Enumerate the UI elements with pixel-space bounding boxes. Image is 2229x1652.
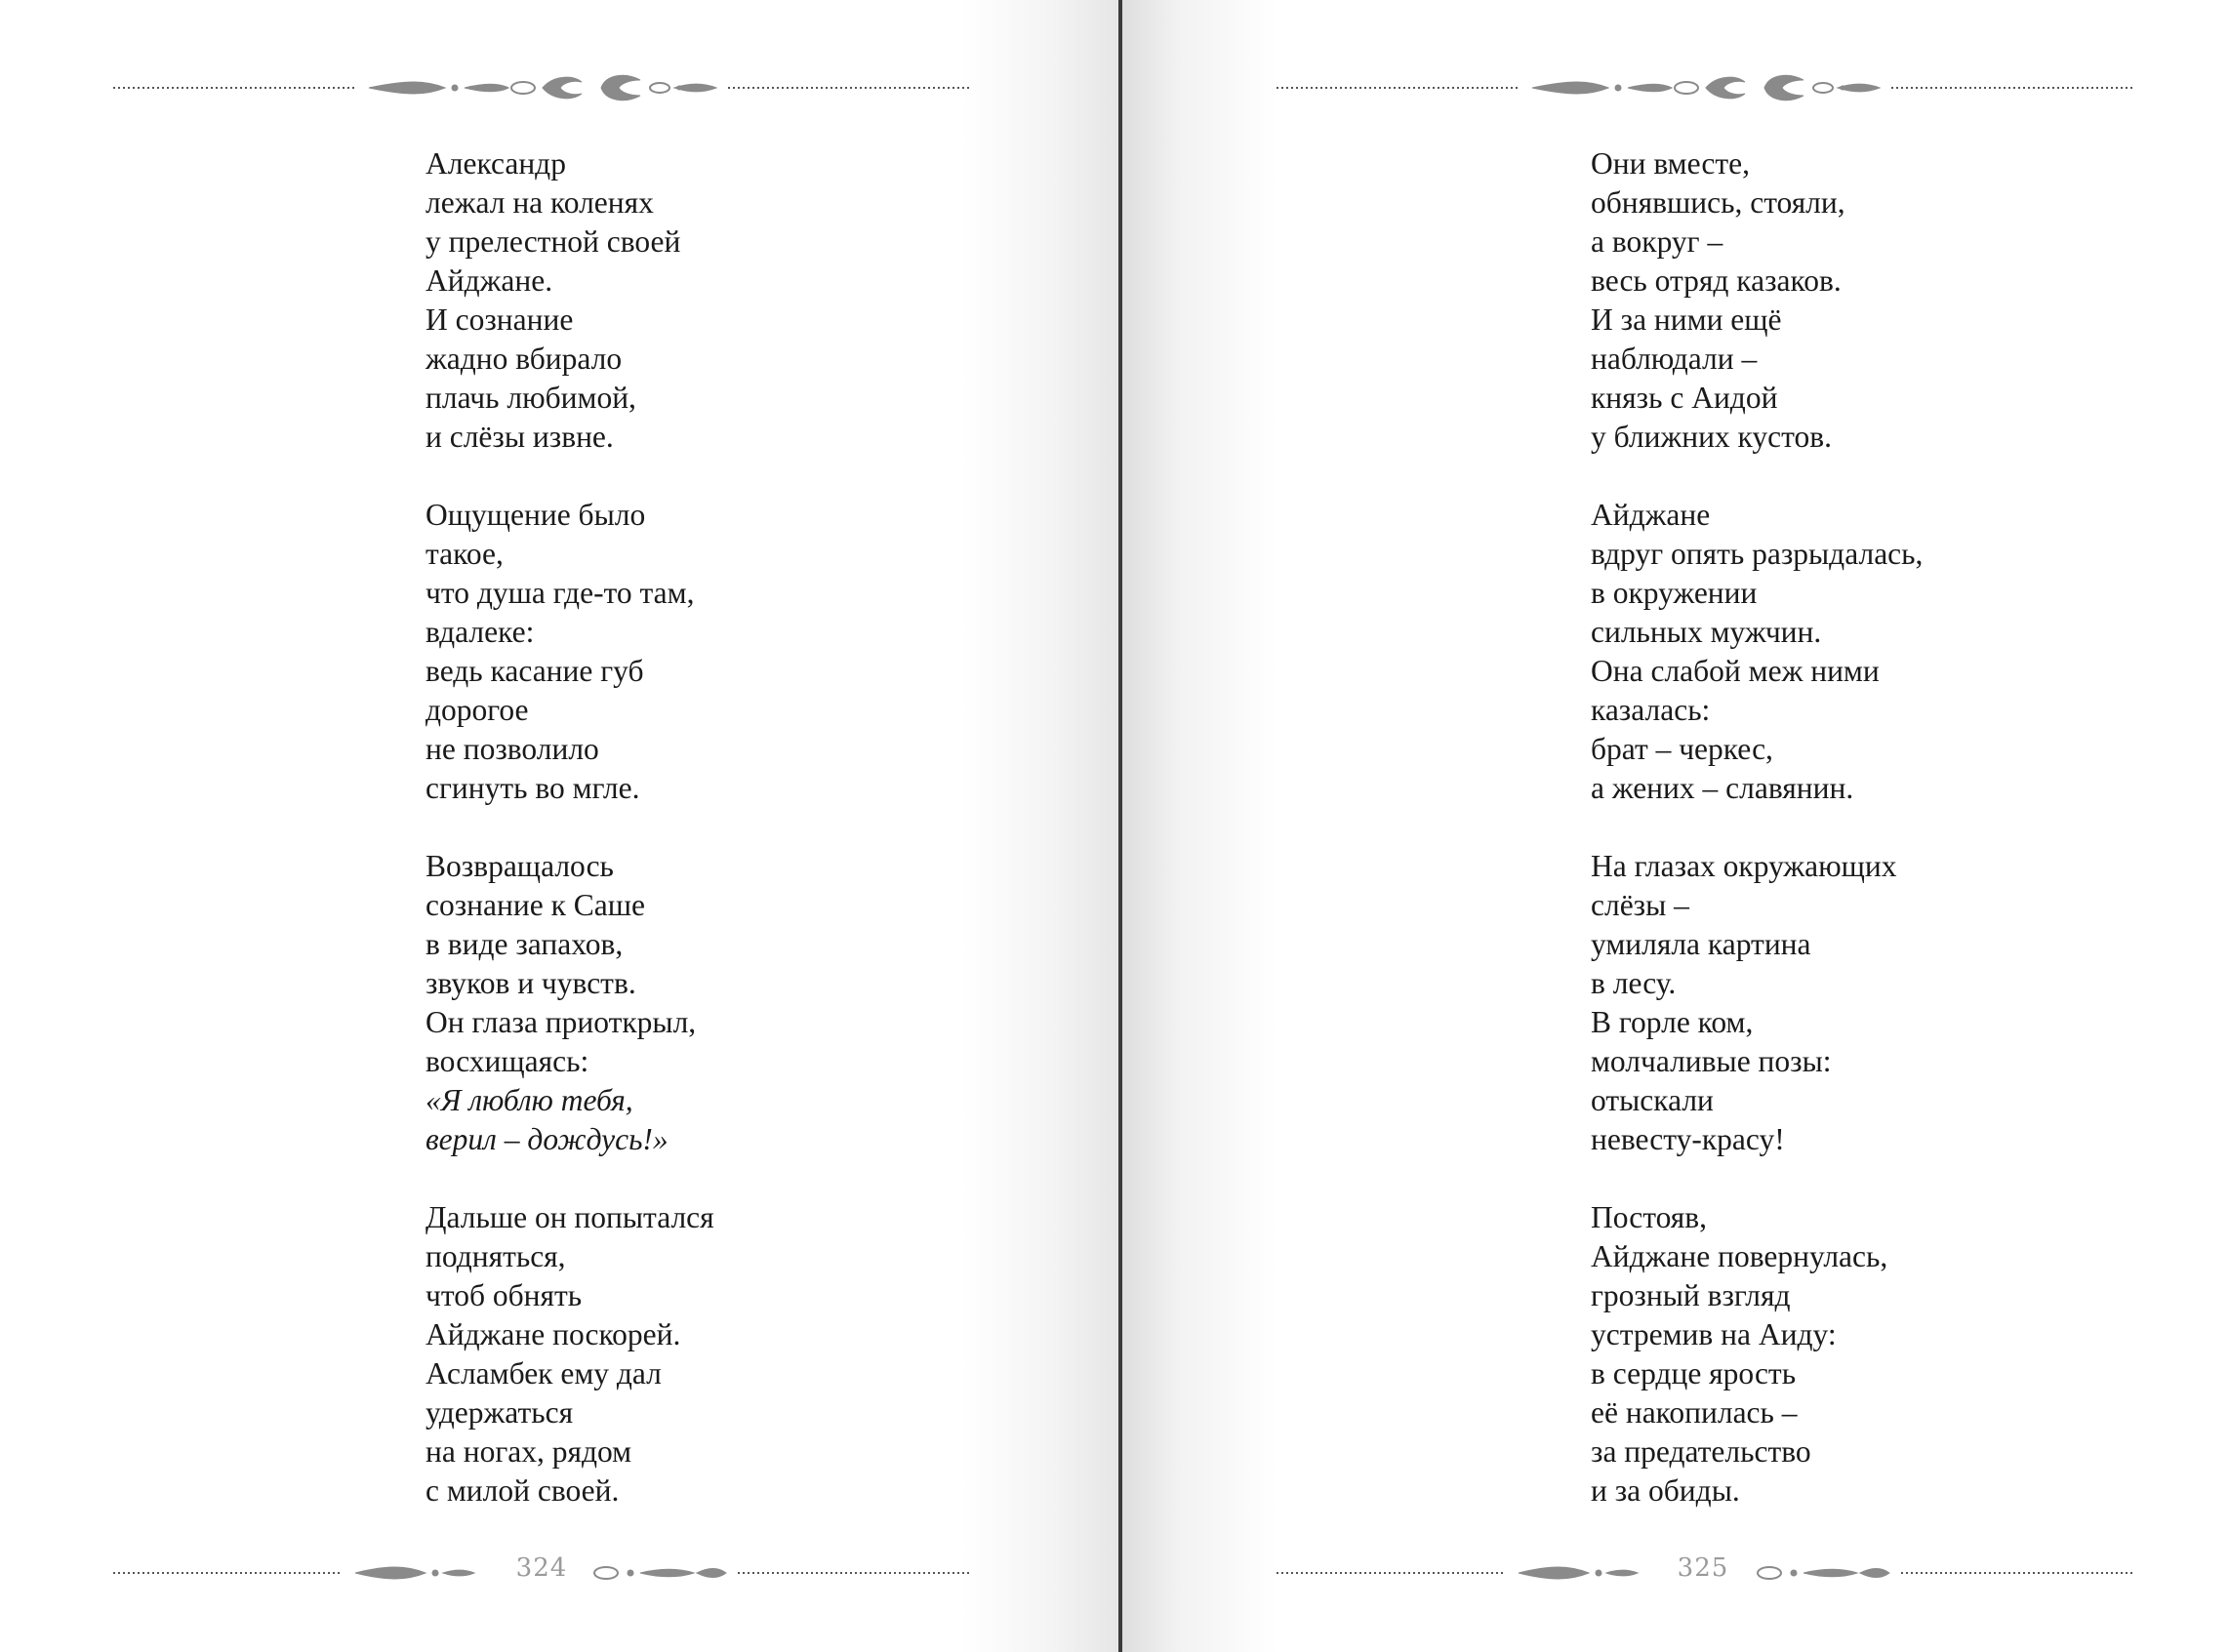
poem-line: И за ними ещё — [1591, 302, 1782, 337]
poem-line: Асламбек ему дал — [426, 1356, 662, 1390]
poem-line: слёзы – — [1591, 888, 1689, 922]
poem-line: устремив на Аиду: — [1591, 1317, 1837, 1351]
poem-line — [1591, 808, 1923, 847]
poem-line: князь с Аидой — [1591, 381, 1778, 415]
poem-line: Он глаза приоткрыл, — [426, 1005, 697, 1039]
poem-line: а вокруг – — [1591, 224, 1723, 259]
poem-line: наблюдали – — [1591, 342, 1758, 376]
poem-line: ведь касание губ — [426, 654, 644, 688]
page-number: 325 — [1677, 1553, 1729, 1583]
poem-line: Они вместе, — [1591, 146, 1750, 181]
poem-line: обнявшись, стояли, — [1591, 185, 1845, 220]
poem-line: её накопилась – — [1591, 1395, 1798, 1430]
poem-line: восхищаясь: — [426, 1044, 589, 1078]
poem-line: за предательство — [1591, 1434, 1811, 1469]
poem-line: жадно вбирало — [426, 342, 623, 376]
poem-line: Ощущение было — [426, 498, 646, 532]
poem-line: и слёзы извне. — [426, 420, 614, 454]
poem-line: такое, — [426, 537, 504, 571]
poem-line: звуков и чувств. — [426, 966, 636, 1000]
poem-line: сознание к Саше — [426, 888, 645, 922]
poem-line — [426, 457, 714, 496]
poem-line — [426, 808, 714, 847]
top-ornament-divider-icon — [1277, 68, 2135, 107]
left-poem-text — [426, 144, 714, 1511]
right-page — [1122, 0, 2229, 1652]
poem-line: весь отряд казаков. — [1591, 263, 1842, 298]
top-ornament-divider-icon — [113, 68, 972, 107]
poem-line: Возвращалось — [426, 849, 614, 883]
poem-line: вдруг опять разрыдалась, — [1591, 537, 1924, 571]
poem-line: подняться, — [426, 1239, 566, 1273]
poem-line: На глазах окружающих — [1591, 849, 1897, 883]
poem-line: сгинуть во мгле. — [426, 771, 640, 805]
right-poem-text — [1591, 144, 1923, 1511]
poem-line: в сердце ярость — [1591, 1356, 1797, 1390]
poem-line: сильных мужчин. — [1591, 615, 1822, 649]
poem-line: Айджане поскорей. — [426, 1317, 681, 1351]
poem-line: Айджане повернулась, — [1591, 1239, 1888, 1273]
poem-line: Александр — [426, 146, 566, 181]
poem-line: И сознание — [426, 302, 574, 337]
poem-line: а жених – славянин. — [1591, 771, 1854, 805]
poem-line: невесту-красу! — [1591, 1122, 1785, 1156]
poem-line: Дальше он попытался — [426, 1200, 714, 1234]
poem-line: грозный взгляд — [1591, 1278, 1791, 1312]
poem-line: Она слабой меж ними — [1591, 654, 1880, 688]
poem-line: плачь любимой, — [426, 381, 636, 415]
poem-line: и за обиды. — [1591, 1473, 1740, 1508]
poem-line — [1591, 457, 1923, 496]
poem-line: умиляла картина — [1591, 927, 1811, 961]
poem-line — [426, 1159, 714, 1198]
poem-line: вдалеке: — [426, 615, 535, 649]
poem-line: молчаливые позы: — [1591, 1044, 1832, 1078]
poem-line: казалась: — [1591, 693, 1711, 727]
poem-line: в лесу. — [1591, 966, 1677, 1000]
poem-line: Айджане. — [426, 263, 553, 298]
poem-line: с милой своей. — [426, 1473, 620, 1508]
poem-line: брат – черкес, — [1591, 732, 1773, 766]
poem-line — [1591, 1159, 1923, 1198]
poem-line: в окружении — [1591, 576, 1758, 610]
poem-line: на ногах, рядом — [426, 1434, 632, 1469]
poem-line: лежал на коленях — [426, 185, 654, 220]
page-number: 324 — [515, 1553, 568, 1583]
poem-line: «Я люблю тебя, — [426, 1083, 633, 1117]
poem-line: что душа где-то там, — [426, 576, 695, 610]
poem-line: В горле ком, — [1591, 1005, 1754, 1039]
poem-line: дорогое — [426, 693, 529, 727]
poem-line: Постояв, — [1591, 1200, 1708, 1234]
poem-line: у прелестной своей — [426, 224, 681, 259]
poem-line: чтоб обнять — [426, 1278, 583, 1312]
poem-line: удержаться — [426, 1395, 574, 1430]
poem-line: у ближних кустов. — [1591, 420, 1832, 454]
poem-line: верил – дождусь!» — [426, 1122, 669, 1156]
poem-line: в виде запахов, — [426, 927, 624, 961]
poem-line: не позволило — [426, 732, 599, 766]
poem-line: отыскали — [1591, 1083, 1714, 1117]
poem-line: Айджане — [1591, 498, 1711, 532]
